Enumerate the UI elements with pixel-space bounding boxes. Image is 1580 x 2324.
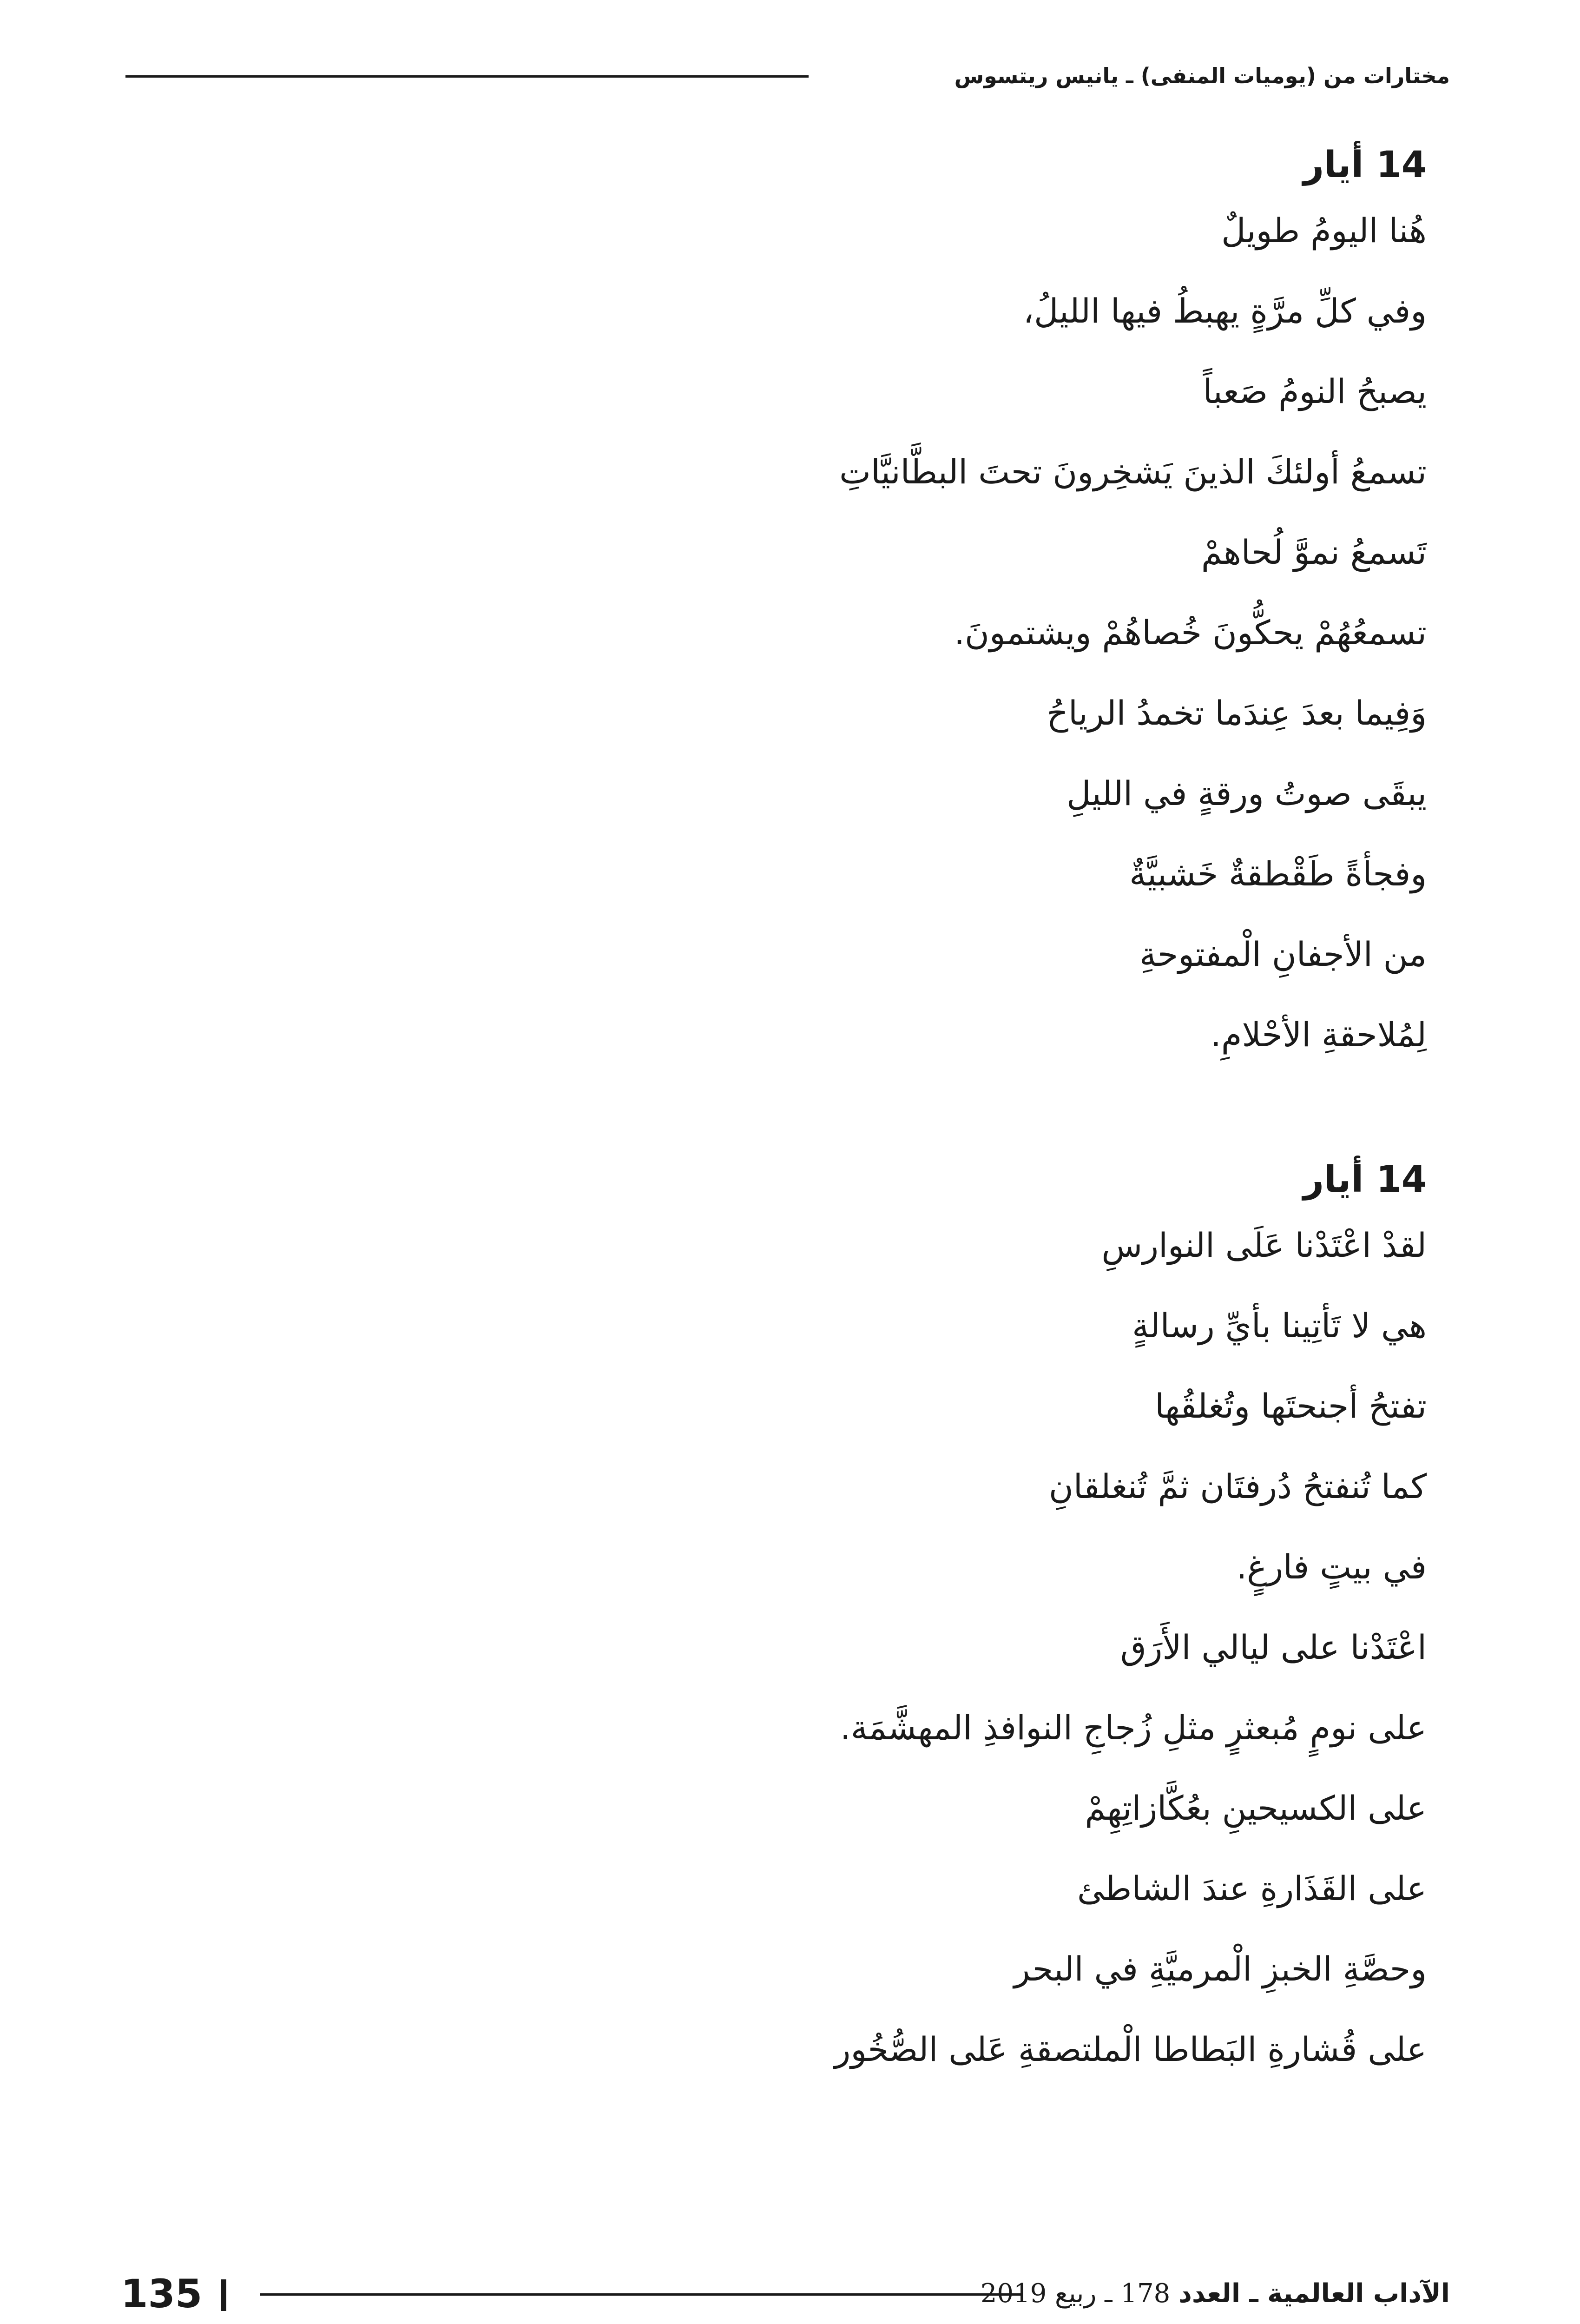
poem-line: على الكسيحينِ بعُكَّازاتِهِمْ	[1085, 1789, 1427, 1828]
page-number-divider	[221, 2279, 226, 2311]
running-header	[125, 55, 1450, 97]
running-header-title: مختارات من (يوميات المنفى) ـ يانيس ريتسوس	[954, 63, 1450, 88]
poem-content	[358, 139, 1427, 2090]
header-rule	[125, 75, 809, 78]
page-footer	[121, 2268, 1450, 2319]
poem-line: اعْتَدْنا على ليالي الأَرَق	[1120, 1628, 1427, 1667]
poem-line: هي لا تَأتِينا بأيِّ رسالةٍ	[1132, 1306, 1427, 1345]
poem-line: وَفِيما بعدَ عِندَما تخمدُ الرياحُ	[1047, 693, 1427, 733]
poem-line: لقدْ اعْتَدْنا عَلَى النوارسِ	[1101, 1226, 1427, 1265]
poem-line: يبقَى صوتُ ورقةٍ في الليلِ	[1066, 774, 1427, 813]
poem-line: تَسمعُ نموَّ لُحاهمْ	[1201, 533, 1427, 572]
poem-line: تسمعُهُمْ يحكُّونَ خُصاهُمْ ويشتمونَ.	[954, 613, 1427, 652]
poem-line: على قُشارةِ البَطاطا الْملتصقةِ عَلى الصُّخُور	[834, 2030, 1427, 2069]
poem-line: وفجأةً طَقْطقةٌ خَشبيَّةٌ	[1129, 854, 1427, 893]
footer-issue: 178 ـ ربيع 2019	[980, 2278, 1179, 2309]
page-number: 135	[121, 2271, 203, 2317]
footer-journal-info	[981, 2268, 1450, 2319]
poem-date: 14 أيار	[1303, 1159, 1427, 1201]
poem-line: على القَذَارةِ عندَ الشاطئ	[1077, 1869, 1427, 1908]
poem-line: وحصَّةِ الخبزِ الْمرميَّةِ في البحر	[1014, 1949, 1427, 1988]
poem-line: من الأجفانِ الْمفتوحةِ	[1139, 935, 1427, 974]
poem-entry-1	[358, 139, 1427, 1075]
poem-line: لِمُلاحقةِ الأحْلامِ.	[1211, 1015, 1427, 1054]
footer-journal-name: الآداب العالمية ـ العدد	[1178, 2278, 1450, 2309]
poem-line: وفي كلِّ مرَّةٍ يهبطُ فيها الليلُ،	[1023, 291, 1427, 330]
poem-entry-2	[358, 1154, 1427, 2090]
poem-line: كما تُنفتحُ دُرفتَان ثمَّ تُنغلقانِ	[1048, 1467, 1427, 1506]
poem-line: على نومٍ مُبعثرٍ مثلِ زُجاجِ النوافذِ المهشَّمَة.	[840, 1708, 1427, 1747]
poem-line: تفتحُ أجنحتَها وتُغلقُها	[1155, 1386, 1427, 1426]
footer-rule	[260, 2293, 1022, 2296]
poem-date: 14 أيار	[1303, 144, 1427, 186]
poem-line: في بيتٍ فارغٍ.	[1236, 1547, 1427, 1586]
poem-line: هُنا اليومُ طويلٌ	[1221, 211, 1427, 250]
poem-line: تسمعُ أولئكَ الذينَ يَشخِرونَ تحتَ البطَّانيَّاتِ	[839, 452, 1427, 491]
poem-line: يصبحُ النومُ صَعباً	[1203, 372, 1427, 411]
